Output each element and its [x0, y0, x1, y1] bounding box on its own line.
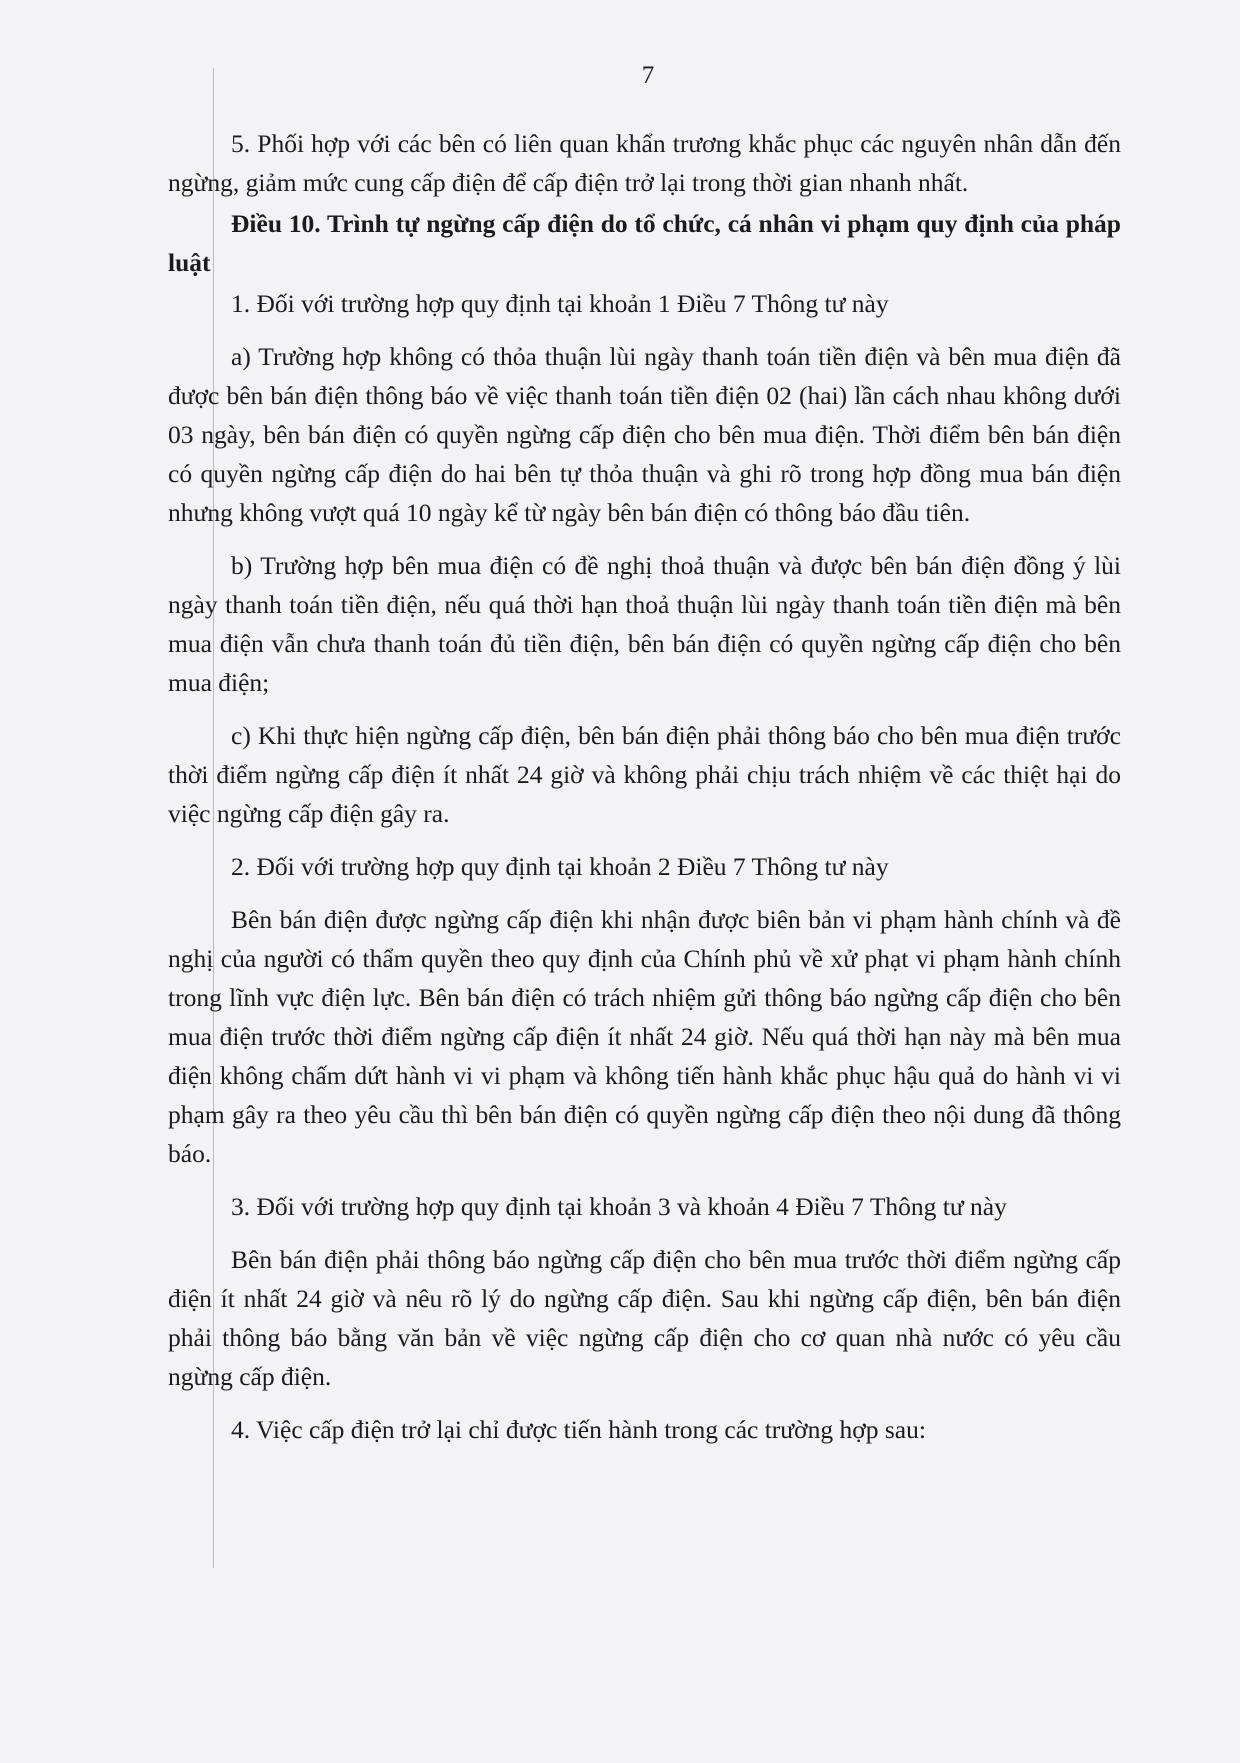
page-number: 7 — [641, 62, 655, 89]
article-10-heading: Điều 10. Trình tự ngừng cấp điện do tổ chức, cá nhân vi phạm quy định của pháp luật — [168, 209, 1121, 277]
clause-1c: c) Khi thực hiện ngừng cấp điện, bên bán điện phải thông báo cho bên mua điện trước thời điểm ngừng cấp điện ít nhất 24 giờ và không phải chịu trách nhiệm về các thiệt hại do việc ngừng cấp điện gây ra. — [168, 721, 1121, 828]
document-body — [168, 124, 1121, 1463]
clause-1-title: 1. Đối với trường hợp quy định tại khoản 1 Điều 7 Thông tư này — [231, 289, 889, 318]
clause-1b: b) Trường hợp bên mua điện có đề nghị thoả thuận và được bên bán điện đồng ý lùi ngày thanh toán tiền điện, nếu quá thời hạn thoả thuận lùi ngày thanh toán tiền điện mà bên mua điện vẫn chưa thanh toán đủ tiền điện, bên bán điện có quyền ngừng cấp điện cho bên mua điện; — [168, 551, 1121, 697]
clause-3-title: 3. Đối với trường hợp quy định tại khoản 3 và khoản 4 Điều 7 Thông tư này — [231, 1192, 1007, 1221]
clause-2-title: 2. Đối với trường hợp quy định tại khoản 2 Điều 7 Thông tư này — [231, 852, 889, 881]
clause-1a: a) Trường hợp không có thỏa thuận lùi ngày thanh toán tiền điện và bên mua điện đã được bên bán điện thông báo về việc thanh toán tiền điện 02 (hai) lần cách nhau không dưới 03 ngày, bên bán điện có quyền ngừng cấp điện cho bên mua điện. Thời điểm bên bán điện có quyền ngừng cấp điện do hai bên tự thỏa thuận và ghi rõ trong hợp đồng mua bán điện nhưng không vượt quá 10 ngày kể từ ngày bên bán điện có thông báo đầu tiên. — [168, 342, 1121, 527]
clause-3-body: Bên bán điện phải thông báo ngừng cấp điện cho bên mua trước thời điểm ngừng cấp điện ít nhất 24 giờ và nêu rõ lý do ngừng cấp điện. Sau khi ngừng cấp điện, bên bán điện phải thông báo bằng văn bản về việc ngừng cấp điện cho cơ quan nhà nước có yêu cầu ngừng cấp điện. — [168, 1245, 1121, 1391]
clause-2-body: Bên bán điện được ngừng cấp điện khi nhận được biên bản vi phạm hành chính và đề nghị của người có thẩm quyền theo quy định của Chính phủ về xử phạt vi phạm hành chính trong lĩnh vực điện lực. Bên bán điện có trách nhiệm gửi thông báo ngừng cấp điện cho bên mua điện trước thời điểm ngừng cấp điện ít nhất 24 giờ. Nếu quá thời hạn này mà bên mua điện không chấm dứt hành vi vi phạm và không tiến hành khắc phục hậu quả do hành vi vi phạm gây ra theo yêu cầu thì bên bán điện có quyền ngừng cấp điện theo nội dung đã thông báo. — [168, 905, 1121, 1168]
paragraph-item-5: 5. Phối hợp với các bên có liên quan khẩn trương khắc phục các nguyên nhân dẫn đến ngừng, giảm mức cung cấp điện để cấp điện trở lại trong thời gian nhanh nhất. — [168, 129, 1121, 197]
clause-4-title: 4. Việc cấp điện trở lại chỉ được tiến hành trong các trường hợp sau: — [231, 1415, 926, 1444]
